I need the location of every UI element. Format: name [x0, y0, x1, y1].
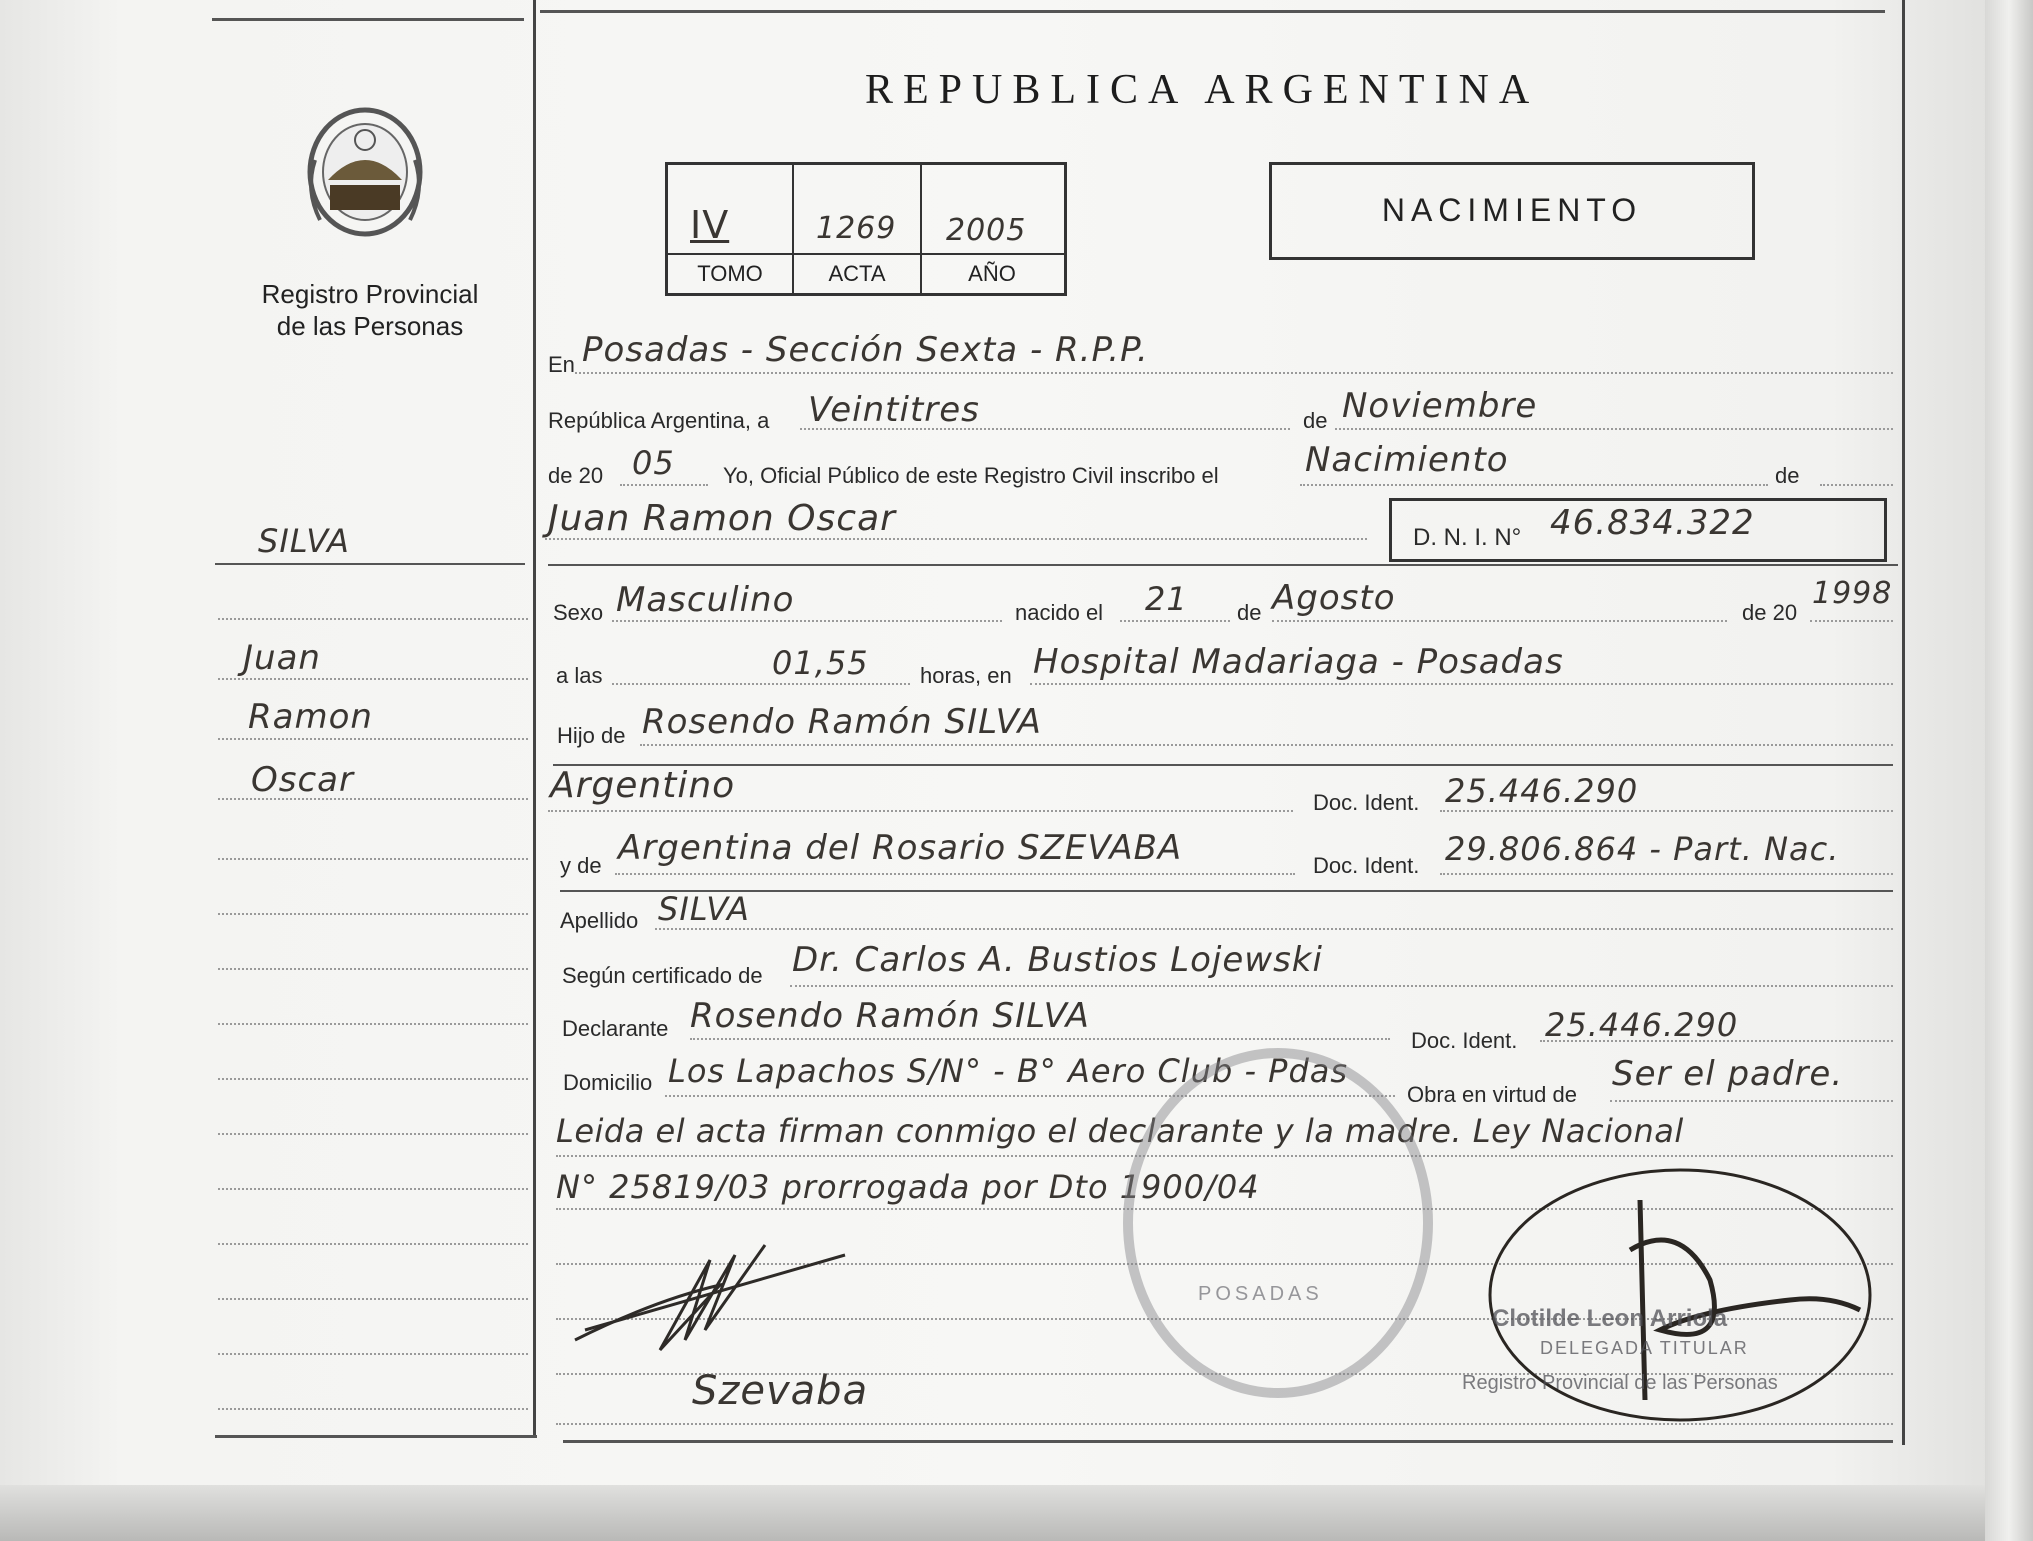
margin-first-name: Juan: [243, 638, 321, 678]
officer-text: Yo, Oficial Público de este Registro Civil inscribo el: [723, 463, 1219, 488]
margin-surname: SILVA: [258, 522, 350, 560]
margin-line: [218, 738, 528, 740]
day-written: Veintitres: [808, 390, 980, 430]
birth-place: Hospital Madariaga - Posadas: [1033, 642, 1564, 682]
de-label-2: de: [1775, 463, 1800, 488]
registry-line-2: de las Personas: [276, 311, 464, 341]
mother-signature-mark: [565, 1220, 865, 1370]
line-mother-rule: [560, 890, 1893, 892]
hijo-label: Hijo de: [557, 723, 626, 748]
nacido-label: nacido el: [1015, 600, 1104, 625]
birth-month: Agosto: [1272, 578, 1396, 618]
line-certificate: [790, 985, 1893, 987]
line-place: [575, 372, 1893, 374]
line-year: [620, 484, 708, 486]
line-father-nationality: [548, 810, 1293, 812]
father-name: Rosendo Ramón SILVA: [642, 702, 1042, 742]
official-stamp: [1123, 1048, 1433, 1398]
doc-label-2: Doc. Ident.: [1313, 853, 1420, 878]
line-birth-year: [1810, 620, 1893, 622]
margin-line: [218, 1078, 528, 1080]
yde-label: y de: [560, 853, 602, 878]
record-type-box: NACIMIENTO: [1269, 162, 1755, 260]
line-birth-day: [1120, 620, 1230, 622]
de20-label: de 20: [548, 463, 604, 488]
line-child-name: [545, 538, 1367, 540]
apellido-value: SILVA: [658, 890, 750, 928]
line-section-separator: [548, 564, 1898, 566]
doc-label: Doc. Ident.: [1313, 790, 1420, 815]
binder-bottom-edge: [0, 1485, 2033, 1541]
apellido-label: Apellido: [560, 908, 639, 933]
official-stamp-city: POSADAS: [1198, 1283, 1323, 1305]
country-title: REPUBLICA ARGENTINA: [865, 67, 1540, 113]
year-suffix: 05: [632, 444, 675, 482]
line-day: [800, 428, 1290, 430]
grid-label-rule: [668, 253, 1064, 255]
margin-line: [218, 1298, 528, 1300]
margin-line: [218, 1133, 528, 1135]
margin-bottom-line: [215, 1435, 537, 1438]
anio-label: AÑO: [968, 261, 1016, 286]
binder-right-edge: [1985, 0, 2033, 1541]
declarante-value: Rosendo Ramón SILVA: [690, 996, 1090, 1036]
margin-line: [218, 858, 528, 860]
father-nationality: Argentino: [550, 765, 736, 806]
horas-label: horas, en: [920, 663, 1012, 688]
official-title: DELEGADA TITULAR: [1540, 1338, 1749, 1358]
margin-second-name: Ramon: [248, 697, 373, 737]
mother-doc: 29.806.864 - Part. Nac.: [1445, 830, 1840, 868]
margin-surname-line: [215, 563, 525, 565]
de20-label-2: de 20: [1742, 600, 1798, 625]
top-rule-right: [540, 10, 1885, 13]
margin-line: [218, 1188, 528, 1190]
obra-label: Obra en virtud de: [1407, 1082, 1577, 1107]
anio-value: 2005: [946, 213, 1027, 248]
line-month: [1335, 428, 1893, 430]
de-label: de: [1303, 408, 1328, 433]
margin-line: [218, 1243, 528, 1245]
month-written: Noviembre: [1342, 386, 1538, 426]
registry-name: [230, 278, 510, 342]
segun-label: Según certificado de: [562, 963, 763, 988]
registry-line-1: Registro Provincial: [261, 279, 479, 309]
doc-label-3: Doc. Ident.: [1411, 1028, 1518, 1053]
domicilio-label: Domicilio: [563, 1070, 653, 1095]
left-column-divider: [533, 0, 536, 1435]
en-label: En: [548, 352, 575, 377]
line-de: [1820, 484, 1893, 486]
tomo-value: IV: [690, 203, 730, 247]
declarante-label: Declarante: [562, 1016, 669, 1041]
margin-line: [218, 968, 528, 970]
line-birth-month: [1272, 620, 1727, 622]
line-birth-place: [1030, 683, 1893, 685]
child-name: Juan Ramon Oscar: [548, 498, 896, 539]
line-sexo: [612, 620, 1002, 622]
line-birth-time: [612, 683, 910, 685]
margin-line: [218, 618, 528, 620]
line-father-rule: [553, 764, 1893, 766]
right-border: [1902, 0, 1905, 1445]
official-name: Clotilde Leon Arriola: [1492, 1305, 1728, 1332]
official-registry: Registro Provincial de las Personas: [1462, 1372, 1778, 1394]
form-bottom-line: [563, 1440, 1893, 1443]
dni-value: 46.834.322: [1550, 503, 1755, 543]
declarante-doc: 25.446.290: [1545, 1006, 1739, 1044]
provincial-seal-icon: [300, 100, 430, 250]
line-declarante-doc: [1540, 1040, 1893, 1042]
obra-value: Ser el padre.: [1612, 1054, 1844, 1094]
father-doc: 25.446.290: [1445, 772, 1639, 810]
margin-line: [218, 1353, 528, 1355]
margin-line: [218, 1023, 528, 1025]
acta-label: ACTA: [828, 261, 886, 286]
sexo-label: Sexo: [553, 600, 604, 625]
place-value: Posadas - Sección Sexta - R.P.P.: [582, 330, 1149, 370]
certificate-by: Dr. Carlos A. Bustios Lojewski: [792, 940, 1323, 980]
top-rule-left: [212, 18, 524, 21]
de-label-3: de: [1237, 600, 1262, 625]
line-father-doc: [1440, 810, 1893, 812]
margin-line: [218, 913, 528, 915]
record-id-grid: [665, 162, 1067, 296]
act-type: Nacimiento: [1305, 440, 1509, 480]
mother-name: Argentina del Rosario SZEVABA: [618, 828, 1183, 868]
line-mother-name: [615, 873, 1295, 875]
domicilio-value: Los Lapachos S/N° - B° Aero Club - Pdas: [668, 1052, 1349, 1090]
line-father-name: [640, 744, 1893, 746]
acta-value: 1269: [816, 211, 897, 246]
birth-day: 21: [1145, 580, 1188, 618]
mother-signature: Szevaba: [692, 1368, 869, 1414]
tomo-label: TOMO: [697, 261, 763, 286]
line-mother-doc: [1440, 873, 1893, 875]
rep-label: República Argentina, a: [548, 408, 770, 433]
birth-year: 1998: [1812, 576, 1893, 611]
line-declarante: [690, 1038, 1390, 1040]
alas-label: a las: [556, 663, 603, 688]
note-line-2: N° 25819/03 prorrogada por Dto 1900/04: [556, 1168, 1260, 1206]
margin-third-name: Oscar: [251, 760, 354, 800]
margin-line: [218, 1408, 528, 1410]
dni-label: D. N. I. N°: [1413, 524, 1522, 551]
birth-time: 01,55: [772, 644, 869, 682]
note-line-1: Leida el acta firman conmigo el declarante y la madre. Ley Nacional: [556, 1112, 1684, 1150]
sexo-value: Masculino: [616, 580, 795, 620]
line-apellido: [655, 928, 1893, 930]
margin-line: [218, 678, 528, 680]
line-act-type: [1300, 484, 1768, 486]
line-obra: [1610, 1100, 1893, 1102]
